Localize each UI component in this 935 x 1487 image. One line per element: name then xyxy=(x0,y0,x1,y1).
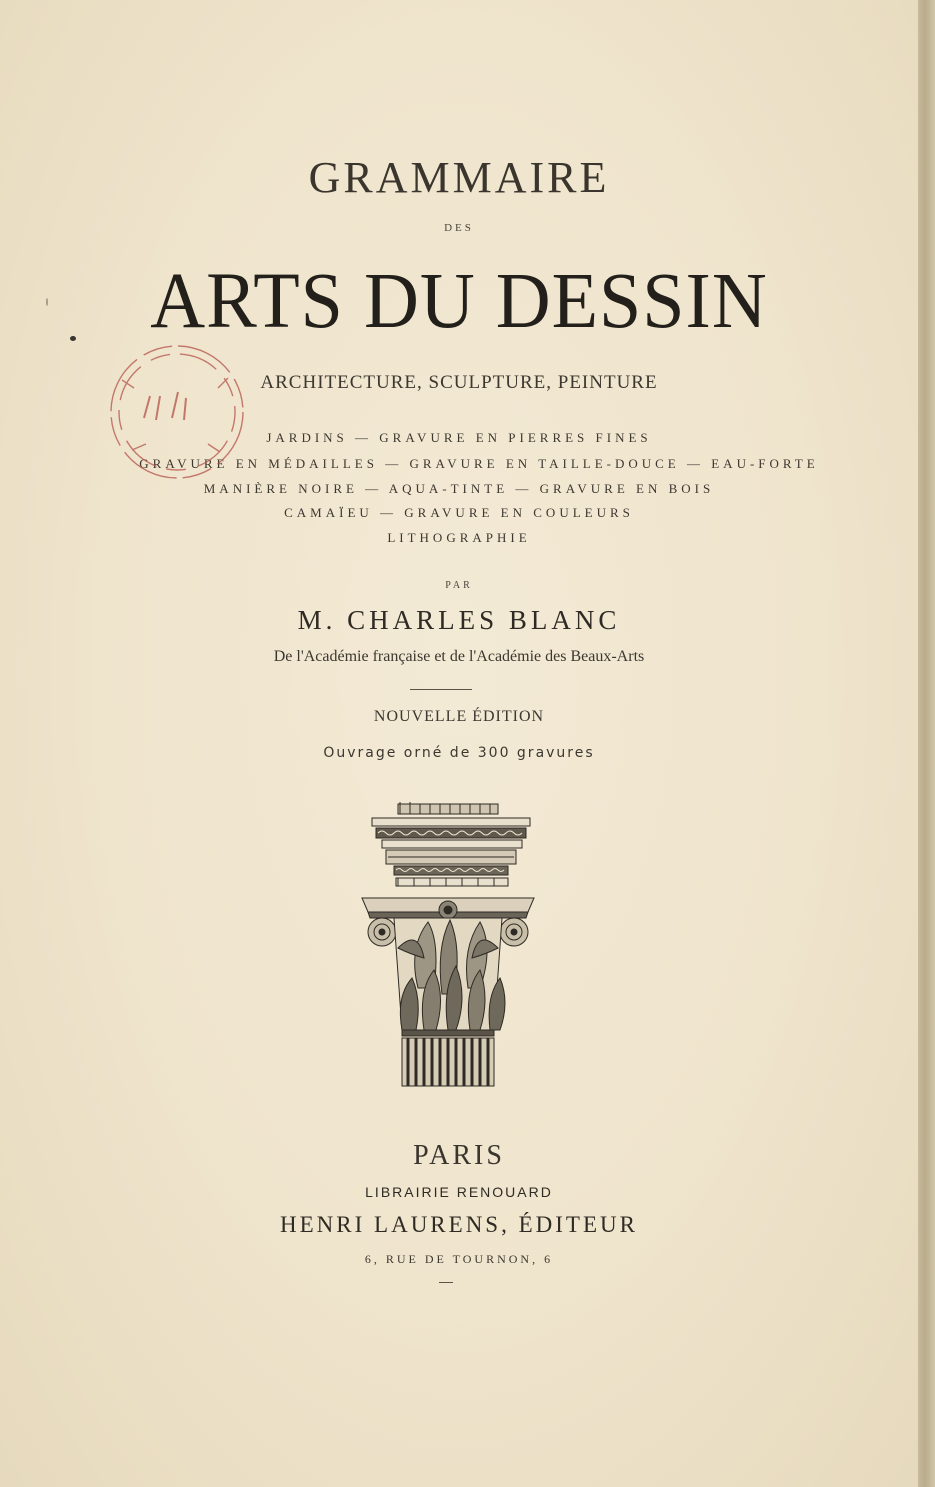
subject-line-2: GRAVURE EN MÉDAILLES — GRAVURE EN TAILLE-DOUCE — EAU-FORTE xyxy=(139,456,819,471)
imprint-bookshop: LIBRAIRIE RENOUARD xyxy=(365,1184,553,1200)
end-dash xyxy=(439,1282,453,1283)
subject-line-3: MANIÈRE NOIRE — AQUA-TINTE — GRAVURE EN BOIS xyxy=(203,481,715,496)
imprint-publisher: HENRI LAURENS, ÉDITEUR xyxy=(280,1212,638,1237)
page-edge xyxy=(918,0,935,1487)
library-stamp xyxy=(92,340,262,490)
ink-speck xyxy=(46,298,48,306)
imprint-address: 6, RUE DE TOURNON, 6 xyxy=(364,1252,554,1266)
illustrations-note: Ouvrage orné de 300 gravures xyxy=(323,745,595,761)
title-line-des: DES xyxy=(444,222,474,234)
divider-rule xyxy=(410,689,472,690)
corinthian-capital-engraving xyxy=(358,798,538,1090)
edition-label: NOUVELLE ÉDITION xyxy=(373,708,545,725)
subject-line-1: JARDINS — GRAVURE EN PIERRES FINES xyxy=(266,430,652,445)
subject-line-5: LITHOGRAPHIE xyxy=(387,530,531,545)
title-line-arts-du-dessin: ARTS DU DESSIN xyxy=(150,256,768,346)
ink-speck xyxy=(70,336,76,341)
title-line-grammaire: GRAMMAIRE xyxy=(308,153,610,202)
author-name: M. CHARLES BLANC xyxy=(297,605,621,635)
imprint-city: PARIS xyxy=(413,1140,505,1171)
subtitle: ARCHITECTURE, SCULPTURE, PEINTURE xyxy=(260,372,658,393)
by-label: PAR xyxy=(445,580,473,591)
author-affiliation: De l'Académie française et de l'Académie des Beaux-Arts xyxy=(273,648,645,665)
subject-line-4: CAMAÏEU — GRAVURE EN COULEURS xyxy=(284,505,634,520)
